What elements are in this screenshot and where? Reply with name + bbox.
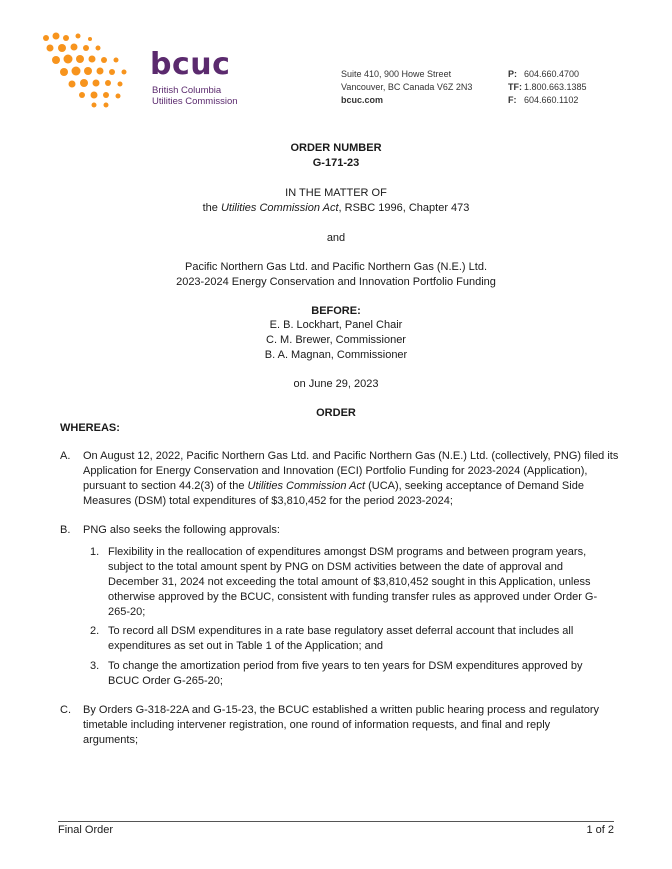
approval-line: BCUC Order G-265-20; <box>108 675 223 687</box>
phone-number: 604.660.4700 <box>524 69 580 79</box>
order-number-label: ORDER NUMBER <box>290 142 382 154</box>
approval-line: To record all DSM expenditures in a rate base regulatory asset deferral account that includes all <box>108 625 574 637</box>
logo-wordmark: bcuc <box>150 47 231 82</box>
act-prefix: the <box>202 202 221 214</box>
recital-a <box>60 449 620 509</box>
page-number: 1 of 2 <box>586 824 614 836</box>
address-line1: Suite 410, 900 Howe Street <box>341 69 452 79</box>
recital-line: By Orders G-318-22A and G-15-23, the BCUC established a written public hearing process and regulatory <box>83 704 600 716</box>
whereas-heading: WHEREAS: <box>60 422 120 434</box>
act-reference <box>0 201 672 216</box>
approval-number: 2. <box>90 625 100 637</box>
order-heading: ORDER <box>316 407 356 419</box>
contact-phones <box>508 68 587 107</box>
fax-number: 604.660.1102 <box>524 95 579 105</box>
panel-member: C. M. Brewer, Commissioner <box>266 334 406 346</box>
approval-item-1 <box>90 545 620 620</box>
website-link[interactable]: bcuc.com <box>341 95 384 105</box>
approval-item-3 <box>90 659 620 689</box>
recital-b <box>60 523 620 538</box>
approval-line: To change the amortization period from five years to ten years for DSM expenditures approved by <box>108 660 583 672</box>
tollfree-label: TF: <box>508 82 522 92</box>
subject: 2023-2024 Energy Conservation and Innovation Portfolio Funding <box>176 276 496 288</box>
act-name: Utilities Commission Act <box>220 202 339 214</box>
logo-subtitle-line2: Utilities Commission <box>152 96 238 107</box>
approval-line: otherwise approved by the BCUC, consistent with funding transfer rules as approved under Order G- <box>108 591 598 603</box>
approval-line: 265-20; <box>108 606 146 618</box>
footer-label: Final Order <box>58 824 114 836</box>
logo-subtitle <box>152 85 238 107</box>
recital-c <box>60 703 620 748</box>
and-text: and <box>326 232 346 244</box>
approval-number: 1. <box>90 546 100 558</box>
footer-divider <box>58 821 614 822</box>
recital-line-part: pursuant to section 44.2(3) of the <box>83 480 248 492</box>
logo-subtitle-line1: British Columbia <box>152 85 222 96</box>
recital-line: PNG also seeks the following approvals: <box>83 524 280 536</box>
approval-item-2 <box>90 624 620 654</box>
recital-line: arguments; <box>83 734 139 746</box>
tollfree-number: 1.800.663.1385 <box>524 82 587 92</box>
order-date: on June 29, 2023 <box>293 378 379 390</box>
act-suffix: , RSBC 1996, Chapter 473 <box>338 202 470 214</box>
before-label: BEFORE: <box>311 305 361 317</box>
approval-line: subject to the total amount spent by PNG on DSM activities between the date of approval and <box>108 561 563 573</box>
recital-line-part: (UCA), seeking acceptance of Demand Side <box>365 480 584 492</box>
recital-line: Measures (DSM) total expenditures of $3,810,452 for the period 2023-2024; <box>83 495 453 507</box>
act-name: Utilities Commission Act <box>247 480 366 492</box>
fax-label: F: <box>508 95 517 105</box>
recital-line <box>83 479 620 494</box>
order-number: G-171-23 <box>312 157 360 169</box>
recital-line: On August 12, 2022, Pacific Northern Gas Ltd. and Pacific Northern Gas (N.E.) Ltd. (collectively, PNG) filed its <box>83 450 619 462</box>
recital-line: timetable including intervener registration, one round of information requests, and final and reply <box>83 719 551 731</box>
contact-address <box>341 68 472 107</box>
approval-line: expenditures as set out in Table 1 of the Application; and <box>108 640 383 652</box>
applicant: Pacific Northern Gas Ltd. and Pacific Northern Gas (N.E.) Ltd. <box>184 261 487 273</box>
approval-number: 3. <box>90 660 100 672</box>
recital-letter: C. <box>60 704 71 716</box>
recital-letter: B. <box>60 524 71 536</box>
recital-letter: A. <box>60 450 71 462</box>
panel-member: B. A. Magnan, Commissioner <box>264 349 408 361</box>
recital-line: Application for Energy Conservation and Innovation (ECI) Portfolio Funding for 2023-2024 (Application), <box>83 465 588 477</box>
in-the-matter: IN THE MATTER OF <box>285 187 387 199</box>
approval-line: December 31, 2024 not exceeding the total amount of $3,810,452 sought in this Application, unless <box>108 576 591 588</box>
phone-label: P: <box>508 69 517 79</box>
bcuc-logo-mark <box>38 30 138 110</box>
panel-member: E. B. Lockhart, Panel Chair <box>269 319 403 331</box>
address-line2: Vancouver, BC Canada V6Z 2N3 <box>341 82 473 92</box>
approval-line: Flexibility in the reallocation of expenditures amongst DSM programs and between program years, <box>108 546 587 558</box>
